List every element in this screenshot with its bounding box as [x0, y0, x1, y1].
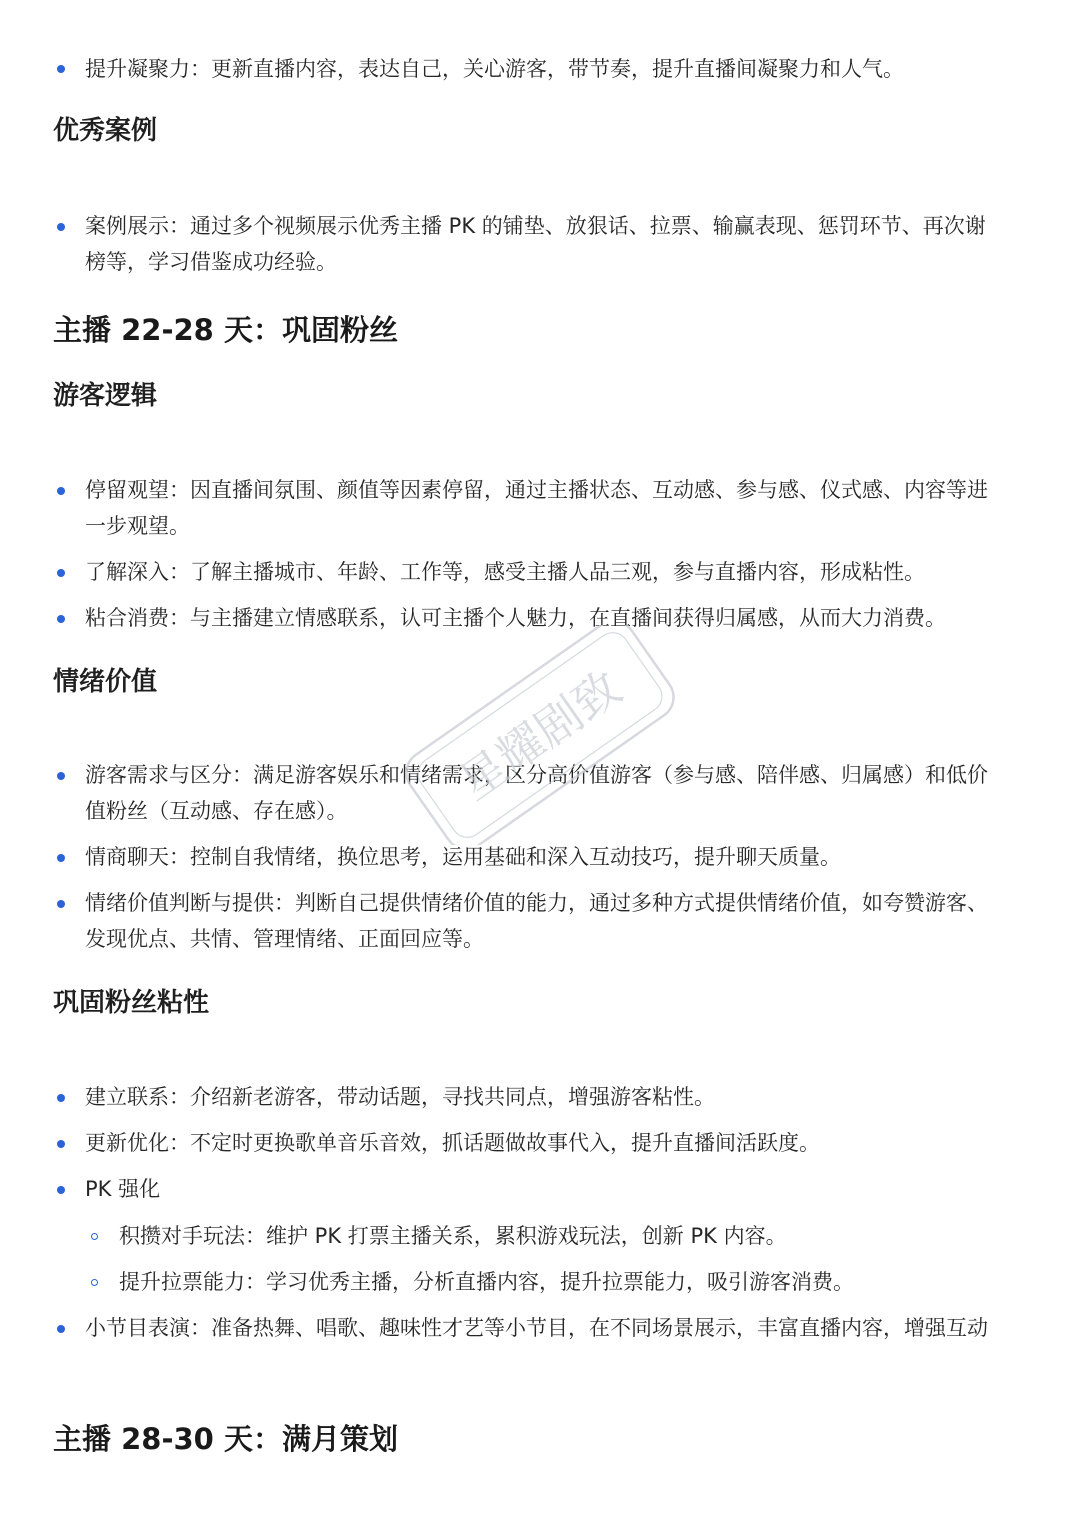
phase3-heading: 主播 28-30 天：满月策划	[53, 1422, 398, 1456]
stickiness-bullet-4: 小节目表演：准备热舞、唱歌、趣味性才艺等小节目，在不同场景展示，丰富直播内容，增强互动	[85, 1316, 988, 1340]
stickiness-bullet-2: 更新优化：不定时更换歌单音乐音效，抓话题做故事代入，提升直播间活跃度。	[85, 1131, 820, 1155]
bullet-dot-icon	[57, 569, 65, 577]
bullet-dot-icon	[57, 1140, 65, 1148]
emotion-bullet-1-line2: 值粉丝（互动感、存在感）。	[85, 799, 348, 823]
bullet-dot-icon	[57, 1094, 65, 1102]
watermark-text: 星耀剧致	[449, 660, 631, 810]
bullet-dot-icon	[57, 900, 65, 908]
bullet-dot-icon	[57, 223, 65, 231]
visitor-logic-heading: 游客逻辑	[53, 381, 158, 411]
phase2-heading: 主播 22-28 天：巩固粉丝	[53, 313, 398, 347]
bullet-dot-icon	[57, 1325, 65, 1333]
case-heading: 优秀案例	[53, 116, 158, 146]
stickiness-heading: 巩固粉丝粘性	[53, 988, 210, 1018]
emotion-bullet-2: 情商聊天：控制自我情绪，换位思考，运用基础和深入互动技巧，提升聊天质量。	[85, 845, 841, 869]
case-bullet-line1: 案例展示：通过多个视频展示优秀主播 PK 的铺垫、放狠话、拉票、输赢表现、惩罚环节、再次谢	[85, 214, 986, 238]
emotion-heading: 情绪价值	[53, 667, 158, 697]
emotion-bullet-3-line1: 情绪价值判断与提供：判断自己提供情绪价值的能力，通过多种方式提供情绪价值，如夸赞游客、	[85, 891, 988, 915]
visitor-bullet-1-line2: 一步观望。	[85, 514, 190, 538]
bullet-dot-icon	[57, 854, 65, 862]
stickiness-bullet-3: PK 强化	[85, 1177, 161, 1201]
stickiness-sub-bullet-2: 提升拉票能力：学习优秀主播，分析直播内容，提升拉票能力，吸引游客消费。	[119, 1270, 854, 1294]
emotion-bullet-3-line2: 发现优点、共情、管理情绪、正面回应等。	[85, 927, 484, 951]
bullet-dot-icon	[57, 772, 65, 780]
sub-bullet-ring-icon	[91, 1279, 98, 1286]
intro-bullet-text: 提升凝聚力：更新直播内容，表达自己，关心游客，带节奏，提升直播间凝聚力和人气。	[85, 57, 904, 81]
watermark-stamp	[385, 625, 695, 845]
bullet-dot-icon	[57, 615, 65, 623]
case-bullet-line2: 榜等，学习借鉴成功经验。	[85, 250, 337, 274]
stickiness-bullet-1: 建立联系：介绍新老游客，带动话题，寻找共同点，增强游客粘性。	[85, 1085, 715, 1109]
bullet-dot-icon	[57, 65, 65, 73]
bullet-dot-icon	[57, 487, 65, 495]
bullet-dot-icon	[57, 1186, 65, 1194]
visitor-bullet-1-line1: 停留观望：因直播间氛围、颜值等因素停留，通过主播状态、互动感、参与感、仪式感、内容等进	[85, 478, 988, 502]
visitor-bullet-3: 粘合消费：与主播建立情感联系，认可主播个人魅力，在直播间获得归属感，从而大力消费。	[85, 606, 946, 630]
stickiness-sub-bullet-1: 积攒对手玩法：维护 PK 打票主播关系，累积游戏玩法，创新 PK 内容。	[119, 1224, 787, 1248]
emotion-bullet-1-line1: 游客需求与区分：满足游客娱乐和情绪需求，区分高价值游客（参与感、陪伴感、归属感）和低价	[85, 763, 988, 787]
visitor-bullet-2: 了解深入：了解主播城市、年龄、工作等，感受主播人品三观，参与直播内容，形成粘性。	[85, 560, 925, 584]
sub-bullet-ring-icon	[91, 1233, 98, 1240]
